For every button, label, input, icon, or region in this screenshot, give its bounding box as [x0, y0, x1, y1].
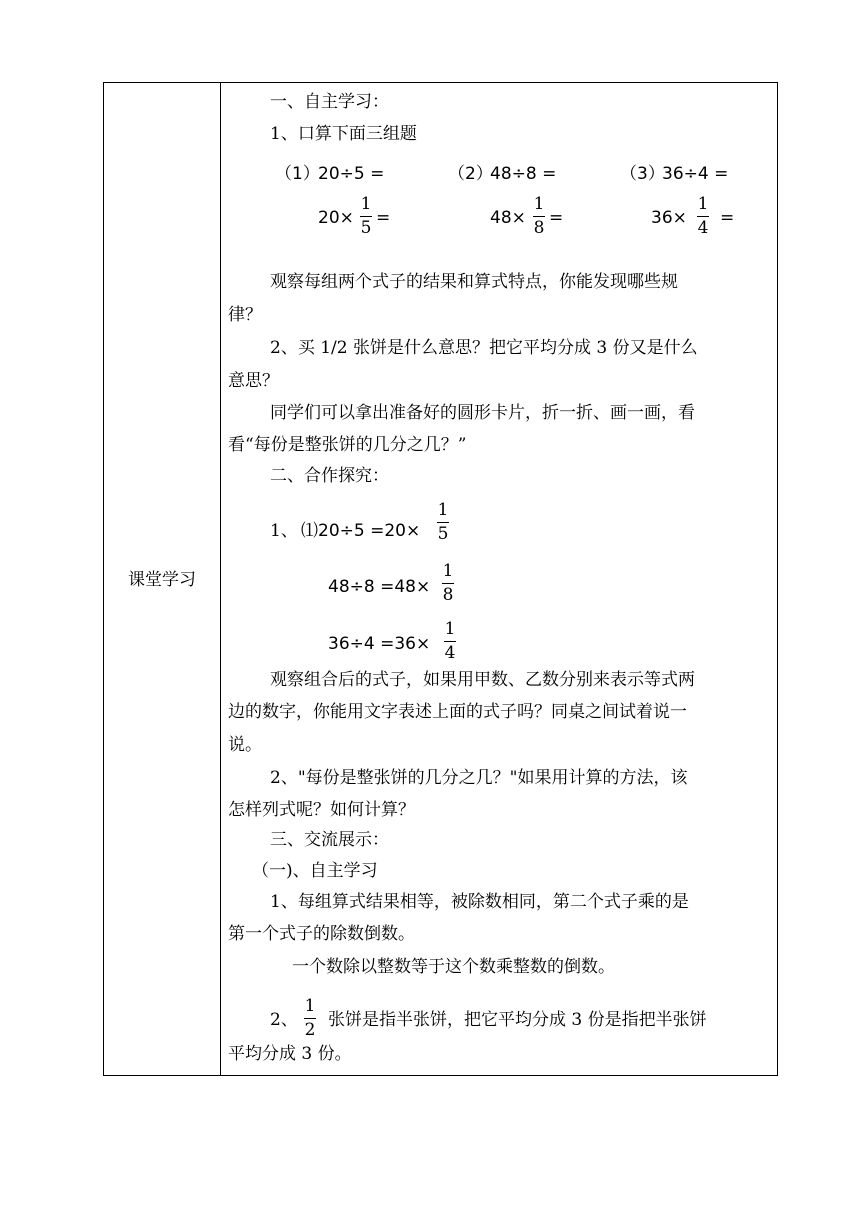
group-1-fraction	[360, 196, 372, 237]
fraction-numerator: 1	[437, 500, 449, 520]
fraction-denominator: 4	[697, 218, 709, 238]
paragraph-3: 说。	[228, 735, 262, 755]
fraction-numerator: 1	[533, 194, 545, 214]
question-2-line-3: 同学们可以拿出准备好的圆形卡片，折一折、画一画，看	[270, 403, 695, 423]
section-2-prefix: 1、	[270, 521, 298, 541]
equation-1-fraction	[437, 502, 449, 543]
group-2-mul-right: =	[549, 208, 564, 228]
fraction-denominator: 4	[444, 643, 456, 663]
row-label: 课堂学习	[128, 570, 196, 590]
fraction-numerator: 1	[444, 619, 456, 639]
equation-2-left: 48÷8 =48×	[328, 577, 431, 597]
question-2-line-1: 2、买 1/2 张饼是什么意思？把它平均分成 3 份又是什么	[270, 338, 698, 358]
question-2-line-4: 看“每份是整张饼的几分之几？”	[228, 435, 467, 455]
fraction-denominator: 5	[437, 524, 449, 544]
group-3-mul-right: =	[720, 208, 735, 228]
group-1-division: 20÷5 =	[318, 164, 385, 184]
answer-1-line-1: 1、每组算式结果相等，被除数相同，第二个式子乘的是	[270, 892, 689, 912]
question-1: 1、口算下面三组题	[270, 124, 417, 144]
equation-2-fraction	[442, 563, 454, 604]
group-1-mul-right: =	[376, 208, 391, 228]
fraction-numerator: 1	[697, 194, 709, 214]
section-2-heading: 二、合作探究：	[270, 466, 389, 486]
group-1-label: （1）	[275, 164, 320, 184]
section-3-subheading: （一)、自主学习	[252, 861, 378, 881]
fraction-numerator: 1	[304, 996, 316, 1016]
group-2-fraction	[533, 196, 545, 237]
group-3-fraction	[697, 196, 709, 237]
fraction-denominator: 8	[533, 218, 545, 238]
group-2-label: （2）	[448, 164, 493, 184]
fraction-numerator: 1	[442, 561, 454, 581]
fraction-numerator: 1	[360, 194, 372, 214]
fraction-denominator: 2	[304, 1020, 316, 1040]
answer-2-fraction	[304, 998, 316, 1039]
group-2-mul-left: 48×	[490, 208, 526, 228]
section-3-heading: 三、交流展示：	[270, 830, 389, 850]
group-1-mul-left: 20×	[318, 208, 354, 228]
section-1-heading: 一、自主学习：	[270, 92, 389, 112]
paragraph-2: 边的数字，你能用文字表述上面的式子吗？同桌之间试着说一	[228, 702, 687, 722]
group-2-division: 48÷8 =	[490, 164, 557, 184]
equation-3-fraction	[444, 621, 456, 662]
answer-1-line-2: 第一个式子的除数倒数。	[228, 924, 415, 944]
observe-line-2: 律？	[228, 305, 262, 325]
answer-1-line-3: 一个数除以整数等于这个数乘整数的倒数。	[292, 957, 615, 977]
group-3-mul-left: 36×	[651, 208, 687, 228]
observe-line-1: 观察每组两个式子的结果和算式特点，你能发现哪些规	[270, 272, 678, 292]
equation-3-left: 36÷4 =36×	[328, 634, 431, 654]
fraction-denominator: 8	[442, 585, 454, 605]
group-3-label: （3）	[620, 164, 665, 184]
paragraph-5: 怎样列式呢？如何计算？	[228, 800, 415, 820]
paragraph-1: 观察组合后的式子，如果用甲数、乙数分别来表示等式两	[270, 670, 695, 690]
question-2-line-2: 意思？	[228, 371, 279, 391]
answer-2-line-1: 张饼是指半张饼，把它平均分成 3 份是指把半张饼	[328, 1010, 707, 1030]
fraction-denominator: 5	[360, 218, 372, 238]
equation-1-left: ⑴20÷5 =20×	[301, 521, 421, 541]
answer-2-prefix: 2、	[270, 1010, 298, 1030]
paragraph-4: 2、"每份是整张饼的几分之几？"如果用计算的方法，该	[270, 768, 688, 788]
answer-2-line-2: 平均分成 3 份。	[228, 1044, 352, 1064]
group-3-division: 36÷4 =	[662, 164, 729, 184]
